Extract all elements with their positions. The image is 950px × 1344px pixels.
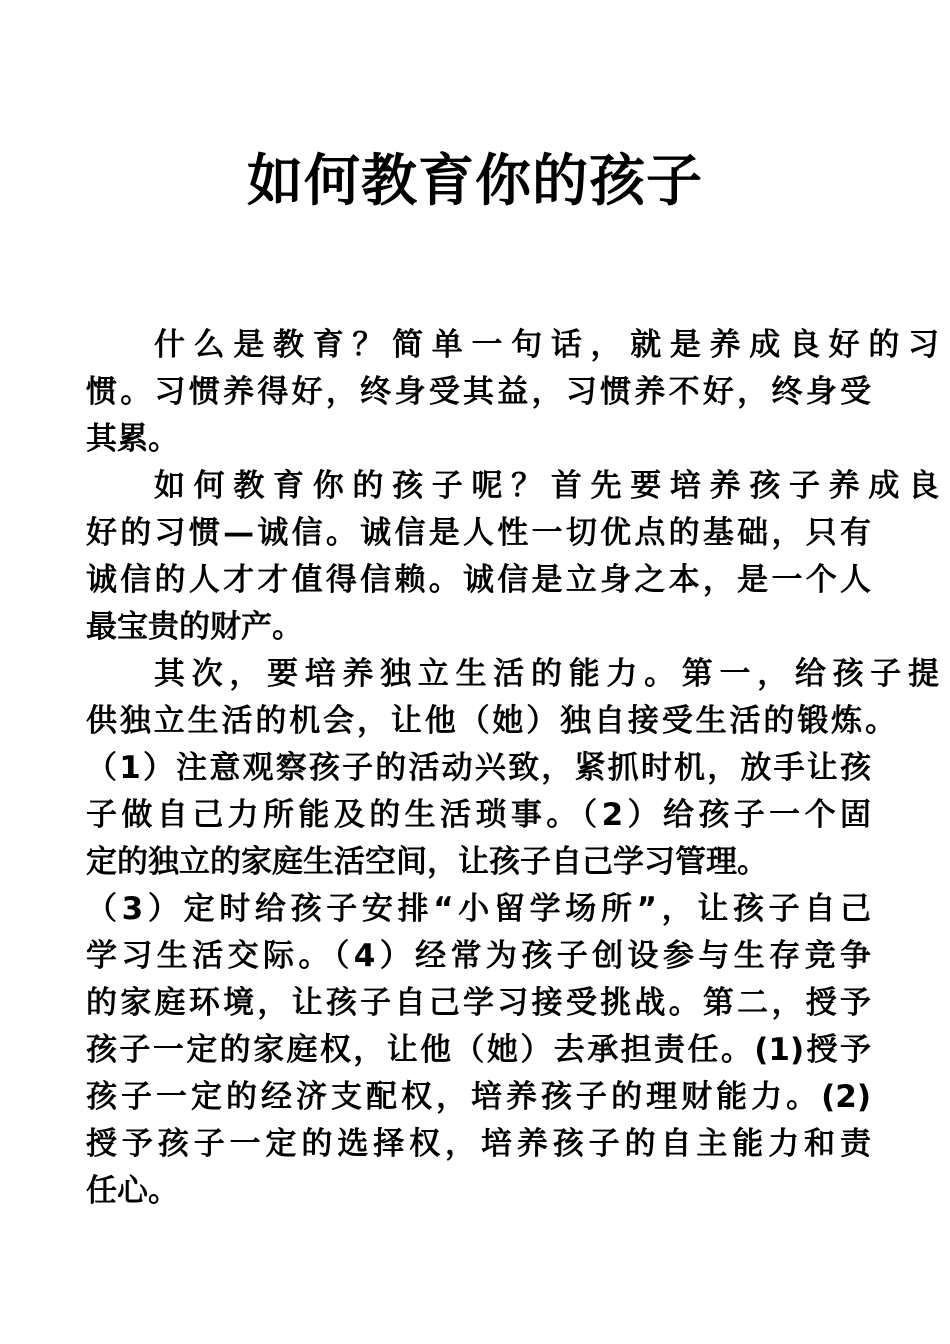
text-line: 授予孩子一定的选择权，培养孩子的自主能力和责 bbox=[86, 1126, 871, 1162]
text-line: 什么是教育？简单一句话，就是养成良好的习 bbox=[154, 327, 939, 363]
text-line: 最宝贵的财产。 bbox=[86, 609, 303, 645]
text-line: 供独立生活的机会，让他（她）独自接受生活的锻炼。 bbox=[86, 703, 896, 739]
document-body bbox=[86, 322, 939, 1215]
text-line: 的家庭环境，让孩子自己学习接受挑战。第二，授予 bbox=[86, 985, 871, 1021]
text-line: 其次，要培养独立生活的能力。第一，给孩子提 bbox=[154, 656, 939, 692]
text-line: （1）注意观察孩子的活动兴致，紧抓时机，放手让孩 bbox=[86, 750, 871, 786]
text-line: 诚信的人才才值得信赖。诚信是立身之本，是一个人 bbox=[86, 562, 871, 598]
text-line: 好的习惯—诚信。诚信是人性一切优点的基础，只有 bbox=[86, 515, 871, 551]
text-line: 子做自己力所能及的生活琐事。（2）给孩子一个固 bbox=[86, 797, 871, 833]
text-line: 惯。习惯养得好，终身受其益，习惯养不好，终身受 bbox=[86, 374, 871, 410]
text-line: （3）定时给孩子安排“小留学场所”，让孩子自己 bbox=[86, 891, 871, 927]
text-line: 定的独立的家庭生活空间，让孩子自己学习管理。 bbox=[86, 844, 768, 880]
text-line: 学习生活交际。（4）经常为孩子创设参与生存竞争 bbox=[86, 938, 871, 974]
text-line: 孩子一定的家庭权，让他（她）去承担责任。(1)授予 bbox=[86, 1032, 871, 1068]
text-line: 孩子一定的经济支配权，培养孩子的理财能力。(2) bbox=[86, 1079, 871, 1115]
text-line: 其累。 bbox=[86, 421, 179, 457]
document-title: 如何教育你的孩子 bbox=[247, 149, 703, 214]
text-line: 如何教育你的孩子呢？首先要培养孩子养成良 bbox=[154, 468, 939, 504]
text-line: 任心。 bbox=[86, 1173, 179, 1209]
